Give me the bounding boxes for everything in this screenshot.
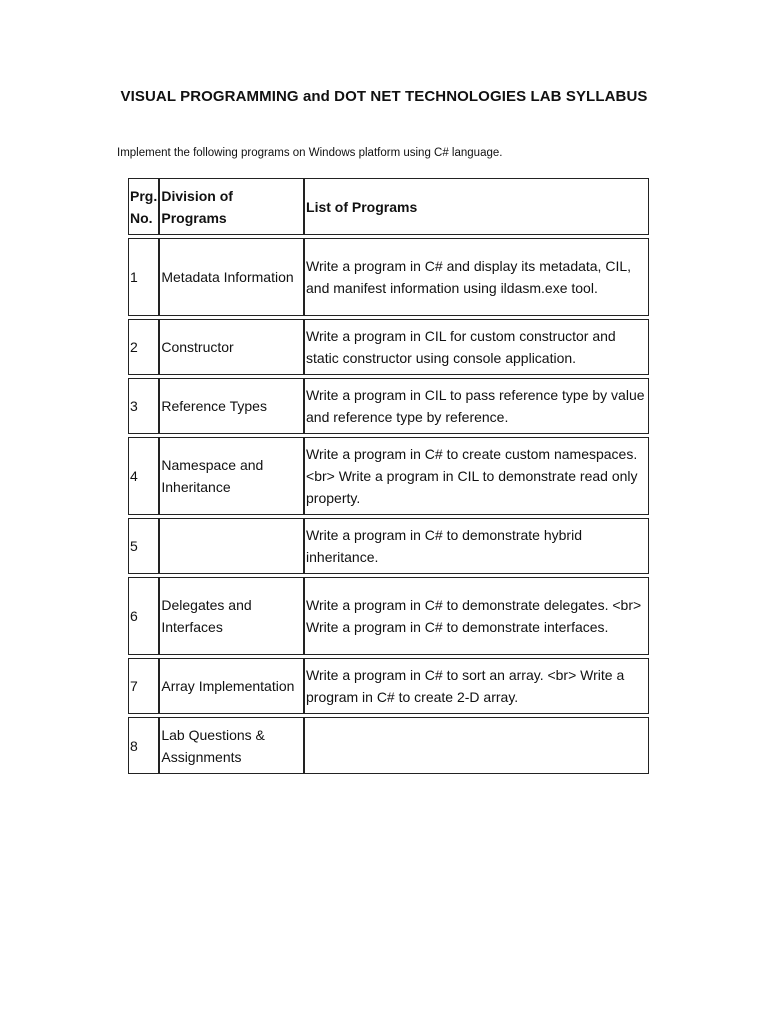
table-row	[128, 658, 649, 714]
row-division: Delegates and Interfaces	[159, 577, 304, 655]
row-number: 4	[128, 437, 159, 515]
row-program: Write a program in C# and display its metadata, CIL, and manifest information using ildasm.exe tool.	[304, 238, 649, 316]
row-program: Write a program in C# to demonstrate hybrid inheritance.	[304, 518, 649, 574]
table-row	[128, 437, 649, 515]
row-program: Write a program in C# to demonstrate delegates. <br> Write a program in C# to demonstrate interfaces.	[304, 577, 649, 655]
intro-text: Implement the following programs on Windows platform using C# language.	[117, 147, 503, 159]
row-number: 6	[128, 577, 159, 655]
table-row	[128, 577, 649, 655]
table-row	[128, 319, 649, 375]
header-division: Division of Programs	[159, 178, 304, 235]
table-header-row	[128, 178, 649, 235]
table-row	[128, 717, 649, 774]
table-row	[128, 238, 649, 316]
row-number: 2	[128, 319, 159, 375]
row-division: Reference Types	[159, 378, 304, 434]
row-division: Namespace and Inheritance	[159, 437, 304, 515]
row-program	[304, 717, 649, 774]
row-number: 7	[128, 658, 159, 714]
row-division: Constructor	[159, 319, 304, 375]
row-number: 5	[128, 518, 159, 574]
row-division	[159, 518, 304, 574]
row-division: Array Implementation	[159, 658, 304, 714]
row-program: Write a program in C# to sort an array. <br> Write a program in C# to create 2-D array.	[304, 658, 649, 714]
row-division: Lab Questions & Assignments	[159, 717, 304, 774]
table-row	[128, 378, 649, 434]
row-number: 8	[128, 717, 159, 774]
page-title: VISUAL PROGRAMMING and DOT NET TECHNOLOGIES LAB SYLLABUS	[120, 88, 648, 105]
row-division: Metadata Information	[159, 238, 304, 316]
row-program: Write a program in CIL to pass reference type by value and reference type by reference.	[304, 378, 649, 434]
table-row	[128, 518, 649, 574]
row-program: Write a program in C# to create custom namespaces. <br> Write a program in CIL to demonstrate read only property.	[304, 437, 649, 515]
header-program-number: Prg. No.	[128, 178, 159, 235]
row-number: 3	[128, 378, 159, 434]
row-program: Write a program in CIL for custom constructor and static constructor using console application.	[304, 319, 649, 375]
row-number: 1	[128, 238, 159, 316]
syllabus-table	[128, 175, 649, 777]
header-list-of-programs: List of Programs	[304, 178, 649, 235]
